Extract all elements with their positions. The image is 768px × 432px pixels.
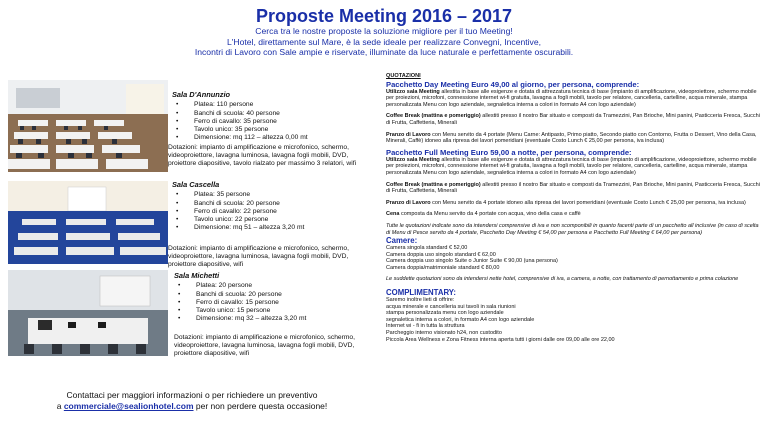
full-coffee-text: allestiti presso il nostro Bar situato e composti da Tramezzini, Pan Brioche, Mini panini, Pasticceria Fresca, Succhi di Frutta, Caffetteria, Minerali [386, 181, 760, 195]
camera-price: Camera singola standard € 52,00 [386, 245, 468, 252]
list-item: • Tavolo unico: 35 persone [172, 126, 377, 134]
intro-line-2: L'Hotel, direttamente sul Mare, è la sede ideale per realizzare Convegni, Incentive, [226, 36, 542, 47]
list-item: • Dimensione: mq 51 – altezza 3,20 mt [172, 224, 377, 232]
room-capacity-list [174, 282, 374, 323]
room-equipment: Dotazioni: impianto di amplificazione e microfonico, schermo, videoproiettore, lavagna luminosa, lavagna fogli mobili, DVD, proiettore diapositive, wifi [168, 244, 350, 269]
contact-email-link[interactable]: commerciale@sealionhotel.com [63, 401, 194, 411]
day-meeting-title: Pacchetto Day Meeting Euro 49,00 al giorno, per persona, comprende: [386, 79, 640, 89]
contact-suffix: per non perdere questa occasione! [195, 401, 328, 411]
day-sala [386, 89, 762, 109]
day-coffee-label: Coffee Break (mattina e pomeriggio) [386, 113, 481, 120]
room-name: Sala Cascella [172, 180, 220, 189]
day-coffee [386, 113, 762, 126]
page-header [0, 6, 768, 58]
sala-dannunzio-photo [8, 80, 168, 172]
full-cena-label: Cena [386, 211, 400, 218]
camera-price: Camera doppia uso singolo Suite o Junior Suite € 90,00 (una persona) [386, 258, 558, 265]
camera-price: Camera doppia uso singolo standard € 62,00 [386, 251, 496, 258]
contact-line: Contattaci per maggiori informazioni o per richiedere un preventivo [66, 390, 318, 400]
list-item: • Dimensione: mq 112 – altezza 0,00 mt [172, 134, 377, 142]
sala-michetti-photo [8, 270, 168, 356]
list-item: • Tavolo unico: 22 persone [172, 216, 377, 224]
list-item: • Ferro di cavallo: 35 persone [172, 118, 377, 126]
full-cena-text: composta da Menu servito da 4 portate con acqua, vino della casa e caffè [400, 211, 581, 218]
list-item: • Platea: 20 persone [174, 282, 374, 290]
room-equipment: Dotazioni: impianto di amplificazione e microfonico, schermo, videoproiettore, lavagna luminosa, lavagna fogli mobili, DVD, proiettore diapositive, wifi [174, 333, 356, 358]
list-item: • Platea: 35 persone [172, 191, 377, 199]
complimentary-item: Piccola Area Wellness e Zona Fitness interna aperta tutti i giorni dalle ore 09,00 alle ore 22,00 [386, 336, 615, 343]
sala-cascella-photo [8, 181, 168, 264]
full-coffee-label: Coffee Break (mattina e pomeriggio) [386, 181, 481, 188]
full-pranzo-text: con Menu servito da 4 portate idoneo alla ripresa dei lavori pomeridiani (eventuale Costo Lunch € 25,00 per persona, iva inclusa) [432, 199, 746, 206]
full-meeting-title: Pacchetto Full Meeting Euro 59,00 a notte, per persona, comprende: [386, 147, 632, 157]
intro-line-1: Cerca tra le nostre proposte la soluzione migliore per il tuo Meeting! [255, 26, 513, 36]
full-sala [386, 157, 762, 177]
room-name: Sala Michetti [174, 271, 220, 280]
camera-price: Camera doppia/matrimoniale standard € 80,00 [386, 264, 500, 271]
list-item: • Banchi di scuola: 20 persone [174, 291, 374, 299]
list-item: • Ferro di cavallo: 15 persone [174, 299, 374, 307]
complimentary-item: stampa personalizzata menu con logo aziendale [386, 310, 504, 317]
day-pranzo [386, 132, 762, 145]
camere-title: Camere: [386, 236, 418, 246]
room-cascella [168, 180, 377, 270]
intro-line-3: Incontri di Lavoro con Sale ampie e riservate, illuminate da luce naturale e perfettamente oscurabili. [194, 47, 574, 57]
camere-note: Le suddette quotazioni sono da intendersi nette hotel, comprensive di iva, a camera, a notte, con trattamento di pernottamento e prima colazione [386, 276, 739, 283]
full-pranzo [386, 200, 762, 207]
list-item: • Platea: 110 persone [172, 101, 377, 109]
list-item: • Banchi di scuola: 40 persone [172, 110, 377, 118]
day-sala-label: Utilizzo sala Meeting [386, 88, 440, 95]
room-dannunzio [168, 90, 377, 169]
complimentary-item: Saremo inoltre lieti di offrire: [386, 297, 455, 304]
contact-email-line [8, 401, 376, 412]
full-cena [386, 211, 762, 218]
room-capacity-list [172, 101, 377, 142]
quotes-section [386, 73, 762, 343]
quotes-label: QUOTAZIONI [386, 73, 421, 79]
room-capacity-list [172, 191, 377, 232]
list-item: • Ferro di cavallo: 22 persone [172, 208, 377, 216]
day-sala-text: allestita in base alle esigenze e dotata di attrezzatura tecnica di base (impianto di amplificazione, videoproiettore, schermo mobile per proiezioni, microfoni, connessione internet wi-fi gratuita, lavagna a fogli mobili, tavolo per relatore, cancelleria, cartelline, acqua minerale, stampa personalizzata Menu con logo aziendale, segnaletica interna a colori in formato A4 con logo aziendale) [386, 88, 757, 108]
complimentary-item: Parcheggio interno visionato h24, non custodito [386, 330, 502, 337]
full-sala-label: Utilizzo sala Meeting [386, 156, 440, 163]
day-pranzo-label: Pranzo di Lavoro [386, 131, 431, 138]
complimentary-item: acqua minerale e cancelleria sui tavoli in sala riunioni [386, 303, 516, 310]
day-coffee-text: allestiti presso il nostro Bar situato e composti da Tramezzini, Pan Brioche, Mini panini, Pasticceria Fresca, Succhi di Frutta, Caffetteria, Minerali [386, 113, 760, 126]
complimentary-item: segnaletica interna a colori, in formato A4 con logo aziendale [386, 316, 535, 323]
list-item: • Tavolo unico: 15 persone [174, 307, 374, 315]
list-item: • Dimensione: mq 32 – altezza 3,20 mt [174, 315, 374, 323]
page-title: Proposte Meeting 2016 – 2017 [255, 6, 513, 26]
room-equipment: Dotazioni: impianto di amplificazione e microfonico, schermo, videoproiettore, lavagna luminosa, lavagna fogli mobili, DVD, proiettore diapositive, tavolo rialzato per massimo 3 relatori, wifi [168, 143, 357, 168]
list-item: • Banchi di scuola: 20 persone [172, 200, 377, 208]
complimentary-item: Internet wi - fi in tutta la struttura [386, 323, 465, 330]
pricing-note: Tutte le quotazioni indicate sono da intendersi comprensive di iva e non scomponibili in quanto facenti parte di un pacchetto all inclusive (in caso di scelta di Menu di Pesce servito da 4 portate, Pacchetto Day Meeting € 54,00 per persona e Pacchetto Full Meeting € 64,00 per persona) [386, 222, 759, 236]
full-pranzo-label: Pranzo di Lavoro [386, 199, 431, 206]
contact-prefix: a [56, 401, 62, 411]
contact-block [8, 390, 376, 412]
full-sala-text: allestita in base alle esigenze e dotata di attrezzatura tecnica di base (impianto di amplificazione, videoproiettore, schermo mobile per proiezioni, microfoni, connessione internet wi-fi gratuita, lavagna a fogli mobili, tavolo per relatore, cancelleria, cartelline, acqua minerale, stampa personalizzata Menu con logo aziendale, segnaletica interna a colori in formato A4 con logo aziendale) [386, 156, 757, 176]
full-coffee [386, 182, 762, 195]
complimentary-title: COMPLIMENTARY: [386, 288, 457, 298]
day-pranzo-text: con Menu servito da 4 portate (Menu Carne: Antipasto, Primo piatto, Secondo piatto con Contorno, Frutta o Dessert, Vino della Casa, Minerali, Caffè) idoneo alla ripresa dei lavori pomeridiani (eventuale Costo Lunch € 25,00 per persona, iva inclusa) [386, 131, 757, 145]
room-michetti [174, 272, 374, 359]
room-name: Sala D'Annunzio [172, 90, 231, 99]
